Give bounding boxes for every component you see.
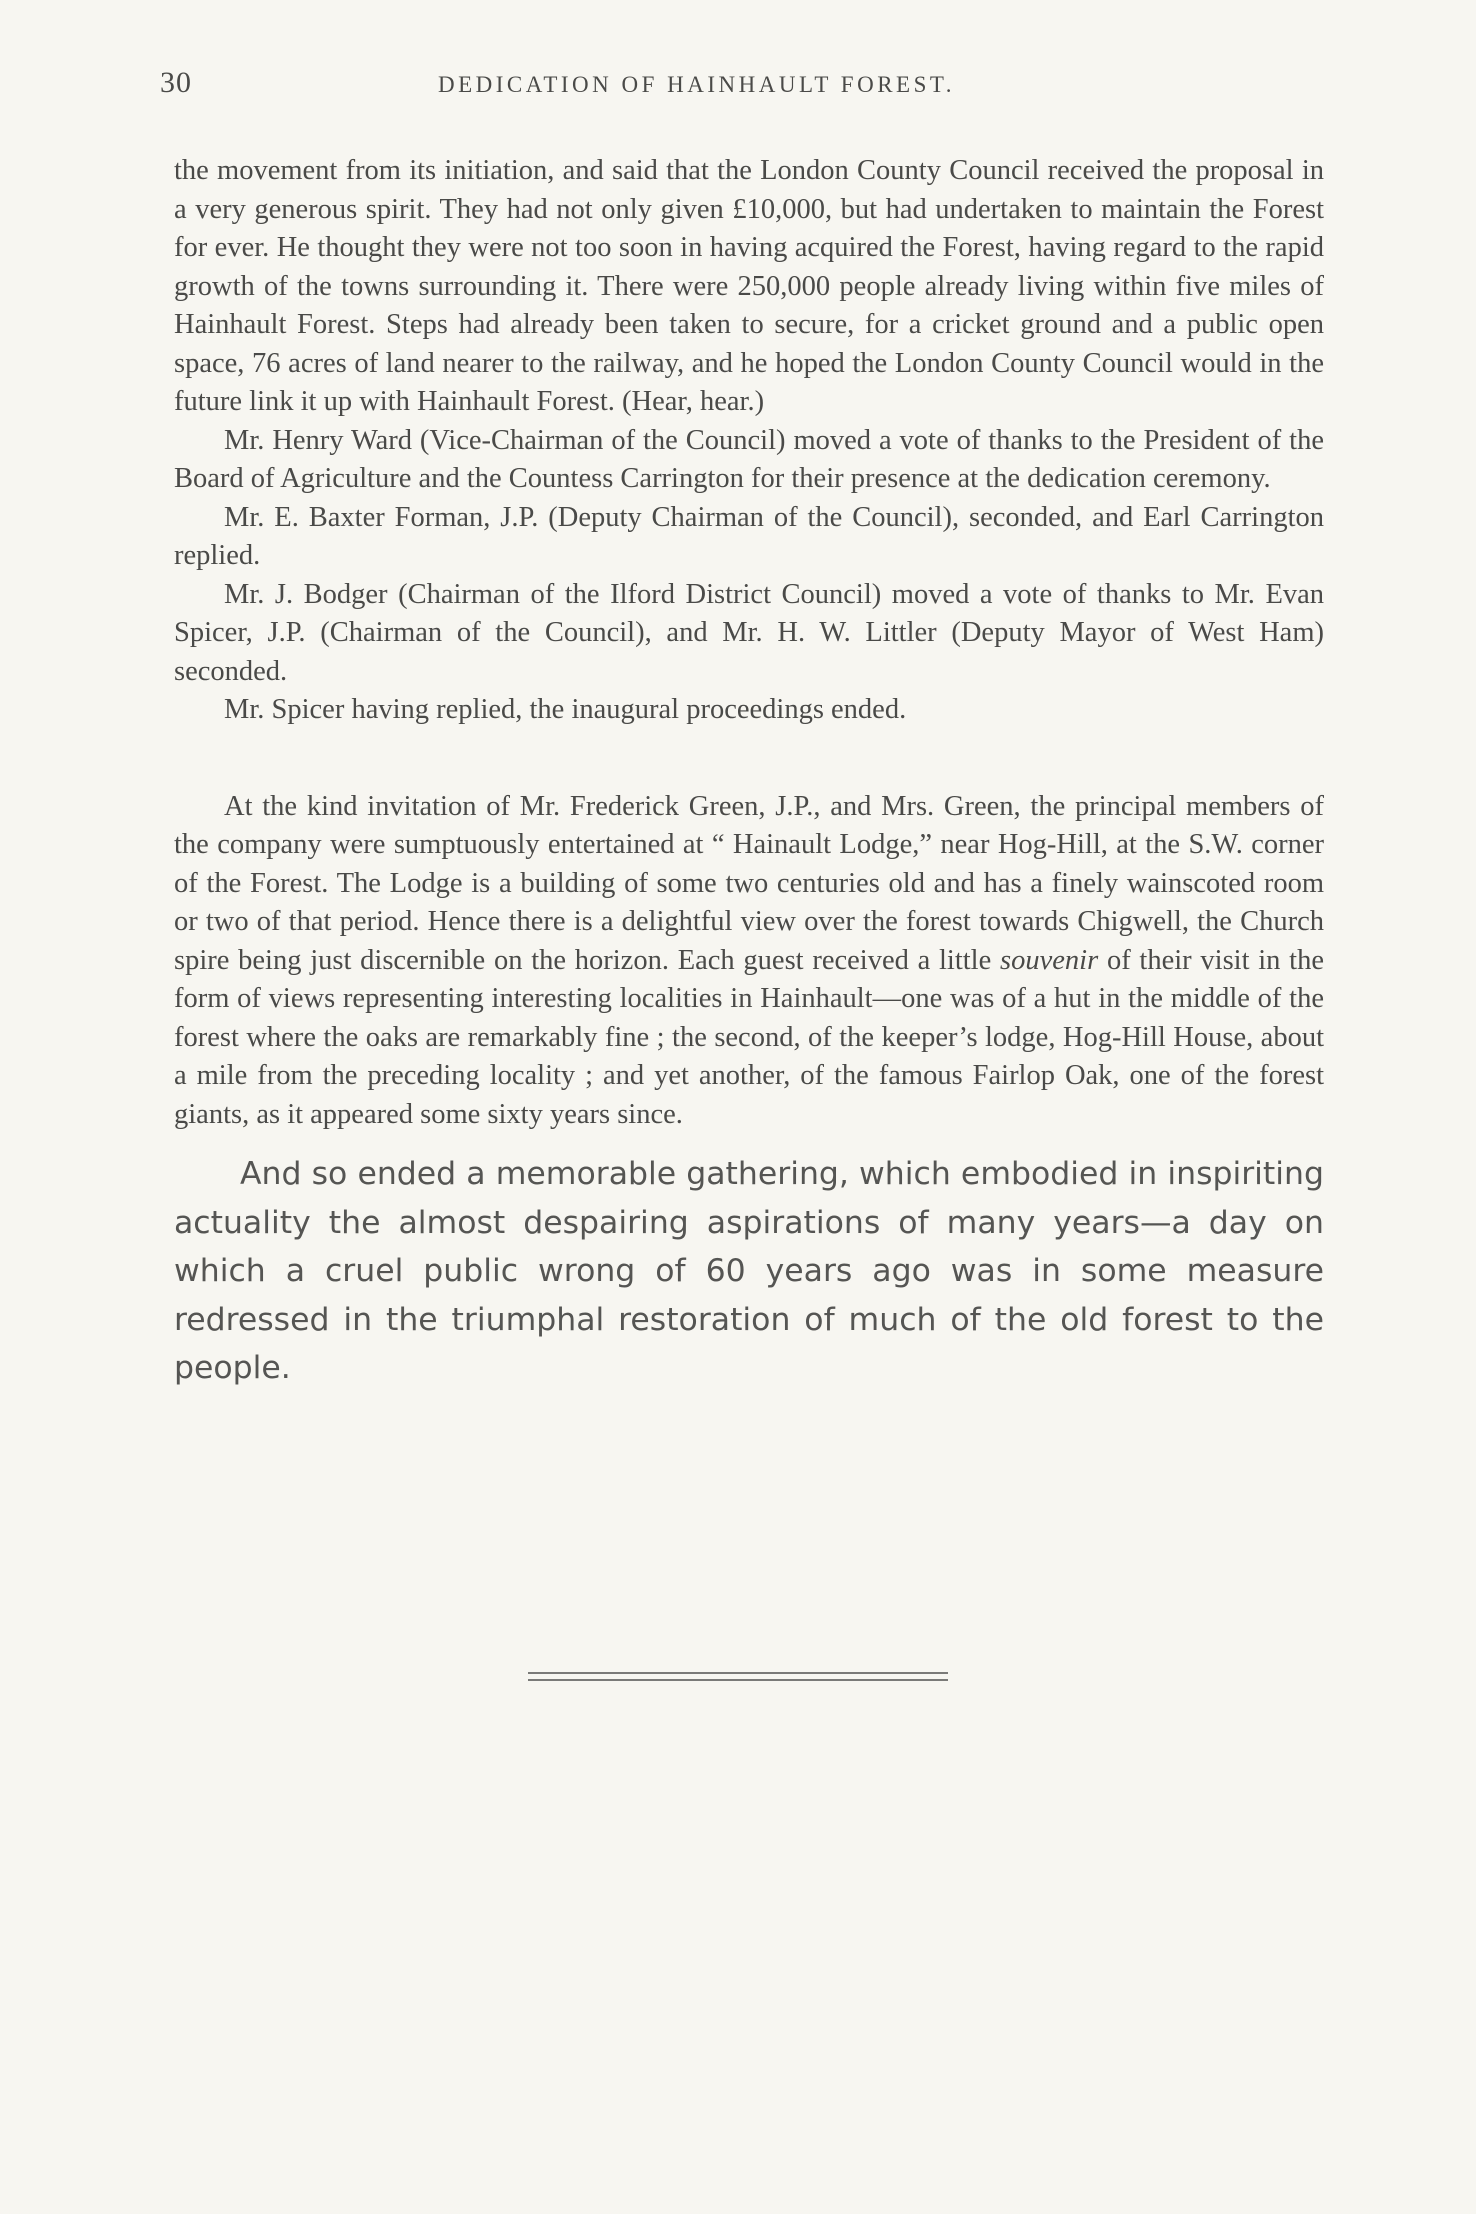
paragraph-proceedings-ended: Mr. Spicer having replied, the inaugural proceedings ended. [224, 694, 907, 725]
end-ornament-rule [528, 1672, 948, 1686]
lodge-text-part-2: of their visit in the form of views representing interesting localities in Hainhault—one was of a hut in the middle of the forest where the oaks are remarkably fine ; the second, of the keeper’s lodge, Hog-Hill House, about a mile from the preceding locality ; and yet another, of the famous Fairlop Oak, one of the forest giants, as it appeared some sixty years since. [174, 944, 1325, 1130]
page-body [174, 152, 1324, 1393]
rule-line-bottom [528, 1679, 948, 1681]
rule-line-top [528, 1672, 948, 1674]
running-head: DEDICATION OF HAINHAULT FOREST. [438, 72, 955, 97]
page-number: 30 [160, 66, 192, 99]
souvenir-italic: souvenir [1000, 944, 1099, 976]
paragraph-continued-speech: the movement from its initiation, and said that the London County Council received the proposal in a very generous spirit. They had not only given £10,000, but had undertaken to maintain the Forest for ever. He thought they were not too soon in having acquired the Forest, having regard to the rapid growth of the towns surrounding it. There were 250,000 people already living within five miles of Hainhault Forest. Steps had already been taken to secure, for a cricket ground and a public open space, 76 acres of land nearer to the railway, and he hoped the London County Council would in the future link it up with Hainhault Forest. (Hear, hear.) [174, 155, 1324, 417]
closing-paragraph: And so ended a memorable gathering, which embodied in inspiriting actuality the almost despairing aspirations of many years—a day on which a cruel public wrong of 60 years ago was in some measure redressed in the triumphal restoration of much of the old forest to the people. [174, 1156, 1324, 1386]
paragraph-seconded: Mr. E. Baxter Forman, J.P. (Deputy Chairman of the Council), seconded, and Earl Carrington replied. [174, 501, 1324, 571]
lodge-text-part-1: At the kind invitation of Mr. Frederick Green, J.P., and Mrs. Green, the principal members of the company were sumptuously entertained at “ Hainault Lodge,” near Hog-Hill, at the S.W. corner of the Forest. The Lodge is a building of some two centuries old and has a finely wainscoted room or two of that period. Hence there is a delightful view over the forest towards Chigwell, the Church spire being just discernible on the horizon. Each guest received a little [174, 790, 1324, 976]
paragraph-vote-of-thanks: Mr. Henry Ward (Vice-Chairman of the Council) moved a vote of thanks to the President of the Board of Agriculture and the Countess Carrington for their presence at the dedication ceremony. [174, 424, 1324, 494]
paragraph-second-vote: Mr. J. Bodger (Chairman of the Ilford District Council) moved a vote of thanks to Mr. Evan Spicer, J.P. (Chairman of the Council), and Mr. H. W. Littler (Deputy Mayor of West Ham) seconded. [174, 578, 1324, 687]
page-header [0, 66, 1476, 106]
paragraph-hainault-lodge [174, 788, 1324, 1135]
